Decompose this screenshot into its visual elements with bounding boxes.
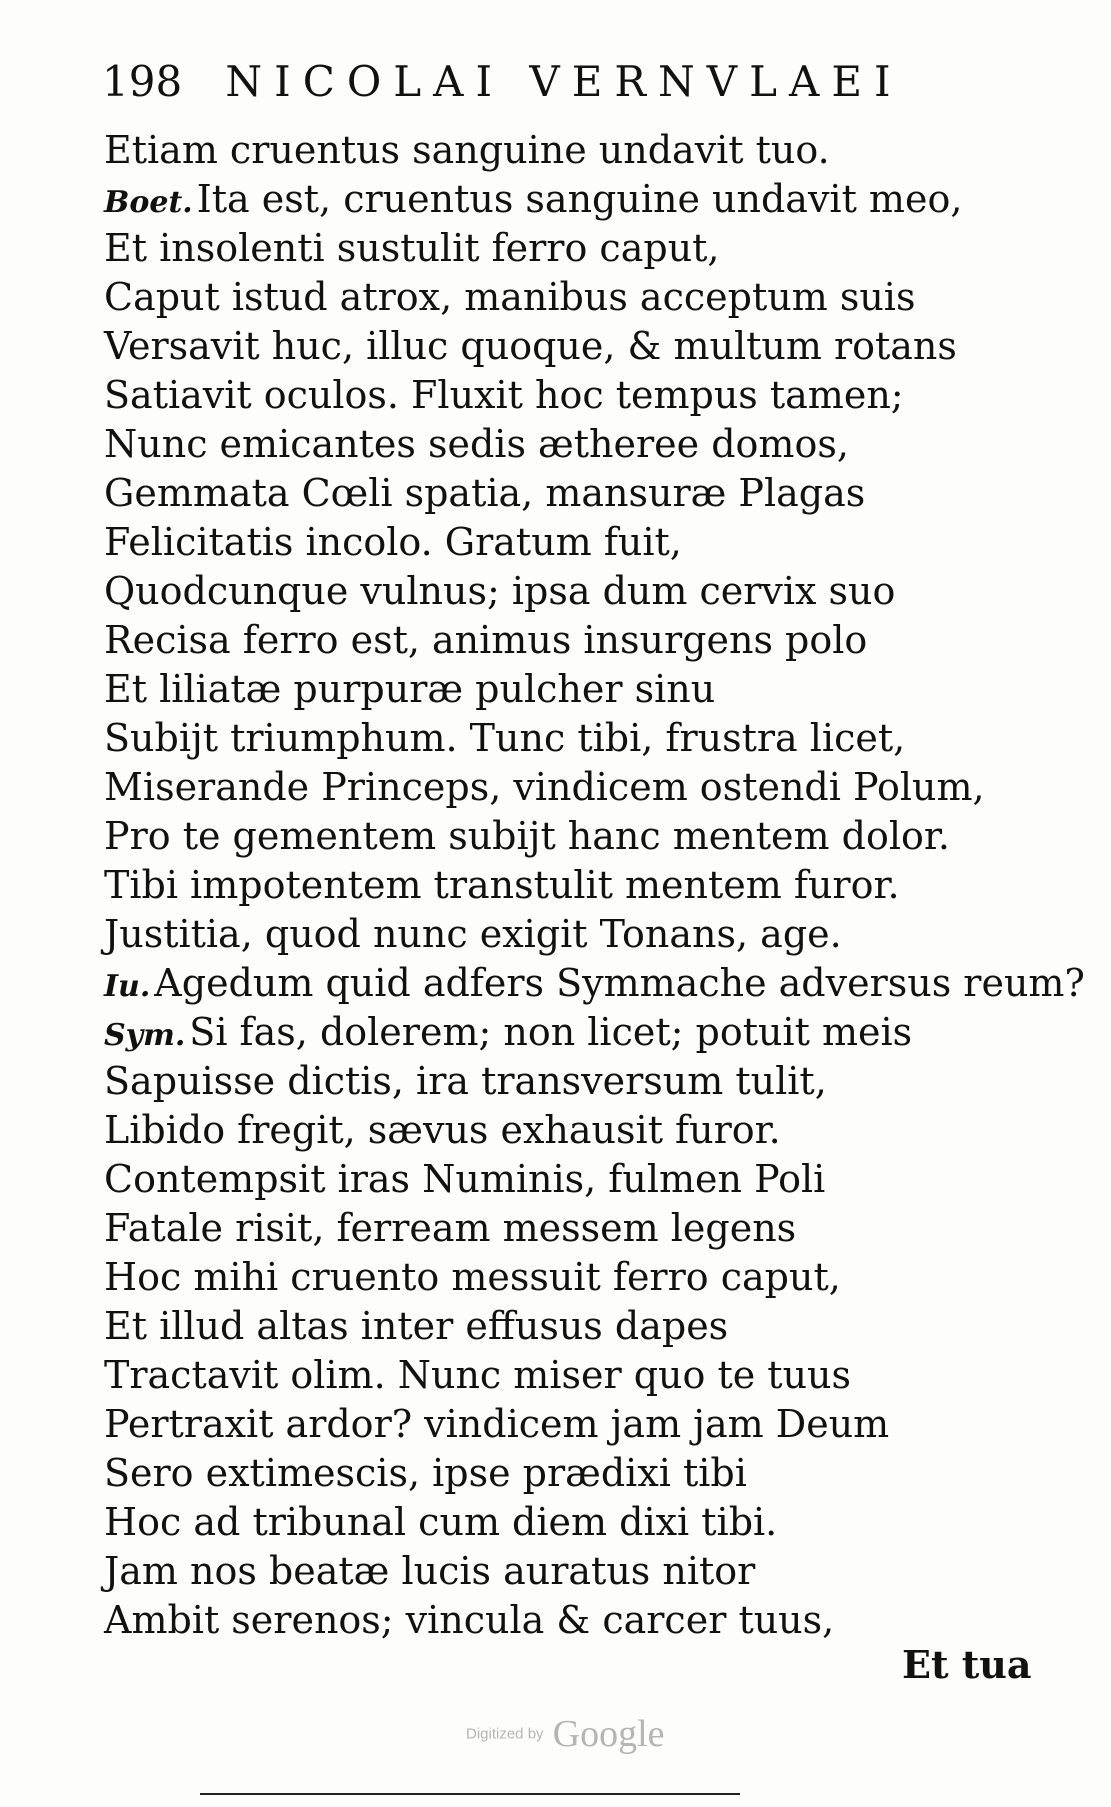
verse-line (104, 1106, 1004, 1155)
verse-line-text: Sapuisse dictis, ira transversum tulit, (104, 1059, 827, 1103)
verse-line-text: Ita est, cruentus sanguine undavit meo, (196, 177, 963, 221)
verse-line-text: Si fas, dolerem; non licet; potuit meis (189, 1010, 913, 1054)
verse-line-text: Caput istud atrox, manibus acceptum suis (104, 275, 916, 319)
verse-line (104, 665, 1004, 714)
page-edge-rule (200, 1793, 740, 1795)
verse-line-text: Satiavit oculos. Fluxit hoc tempus tamen; (104, 373, 904, 417)
verse-line (104, 371, 1004, 420)
verse-line-text: Justitia, quod nunc exigit Tonans, age. (104, 912, 842, 956)
verse-line (104, 910, 1004, 959)
catchword: Et tua (902, 1642, 1032, 1687)
verse-line-text: Hoc mihi cruento messuit ferro caput, (104, 1255, 841, 1299)
verse-line (104, 273, 1004, 322)
verse-line-text: Ambit serenos; vincula & carcer tuus, (104, 1598, 835, 1642)
verse-line-text: Tractavit olim. Nunc miser quo te tuus (104, 1353, 852, 1397)
digitized-by-label: Digitized by (466, 1725, 544, 1743)
verse-line (104, 1057, 1004, 1106)
speaker-label: Sym. (104, 1018, 186, 1053)
verse-line-text: Et insolenti sustulit ferro caput, (104, 226, 720, 270)
running-title: NICOLAI VERNVLAEI (225, 57, 903, 106)
verse-line-text: Quodcunque vulnus; ipsa dum cervix suo (104, 569, 896, 613)
verse-text (104, 126, 1085, 1645)
verse-line-text: Contempsit iras Numinis, fulmen Poli (104, 1157, 826, 1201)
verse-line (104, 126, 1004, 175)
verse-line (104, 1449, 1004, 1498)
verse-line (104, 959, 1085, 1008)
verse-line (104, 1008, 1004, 1057)
verse-line (104, 616, 1004, 665)
verse-line (104, 567, 1004, 616)
verse-line (104, 1547, 1004, 1596)
verse-line (104, 1351, 1004, 1400)
speaker-label: Iu. (104, 969, 151, 1004)
verse-line-text: Recisa ferro est, animus insurgens polo (104, 618, 868, 662)
speaker-label: Boet. (104, 185, 193, 220)
verse-line (104, 420, 1004, 469)
verse-line (104, 1596, 1004, 1645)
running-head (102, 52, 1002, 112)
verse-line (104, 763, 1004, 812)
verse-line-text: Pro te gementem subijt hanc mentem dolor. (104, 814, 950, 858)
verse-line-text: Jam nos beatæ lucis auratus nitor (104, 1549, 756, 1593)
page-number: 198 (102, 57, 183, 106)
verse-line-text: Fatale risit, ferream messem legens (104, 1206, 797, 1250)
verse-line (104, 861, 1004, 910)
verse-line-text: Nunc emicantes sedis ætheree domos, (104, 422, 849, 466)
verse-line (104, 469, 1004, 518)
verse-line-text: Gemmata Cœli spatia, mansuræ Plagas (104, 471, 866, 515)
verse-line-text: Pertraxit ardor? vindicem jam jam Deum (104, 1402, 890, 1446)
verse-line-text: Libido fregit, sævus exhausit furor. (104, 1108, 781, 1152)
verse-line-text: Felicitatis incolo. Gratum fuit, (104, 520, 682, 564)
verse-line (104, 1302, 1004, 1351)
verse-line (104, 1155, 1004, 1204)
verse-line (104, 1253, 1004, 1302)
verse-line (104, 714, 1004, 763)
verse-line (104, 322, 1004, 371)
google-logo: Google (552, 1713, 665, 1755)
verse-line-text: Et illud altas inter effusus dapes (104, 1304, 729, 1348)
verse-line-text: Hoc ad tribunal cum diem dixi tibi. (104, 1500, 778, 1544)
verse-line (104, 518, 1004, 567)
verse-line-text: Tibi impotentem transtulit mentem furor. (104, 863, 900, 907)
verse-line (104, 175, 1004, 224)
verse-line-text: Versavit huc, illuc quoque, & multum rotans (104, 324, 957, 368)
digitized-by-google-watermark (466, 1712, 665, 1756)
verse-line-text: Miserande Princeps, vindicem ostendi Polum, (104, 765, 985, 809)
verse-line (104, 812, 1004, 861)
verse-line-text: Sero extimescis, ipse prædixi tibi (104, 1451, 747, 1495)
verse-line (104, 1400, 1004, 1449)
verse-line-text: Etiam cruentus sanguine undavit tuo. (104, 128, 830, 172)
verse-line-text: Agedum quid adfers Symmache adversus reum? (154, 961, 1085, 1005)
verse-line-text: Subijt triumphum. Tunc tibi, frustra licet, (104, 716, 906, 760)
verse-line (104, 1498, 1004, 1547)
verse-line (104, 224, 1004, 273)
verse-line (104, 1204, 1004, 1253)
verse-line-text: Et liliatæ purpuræ pulcher sinu (104, 667, 716, 711)
